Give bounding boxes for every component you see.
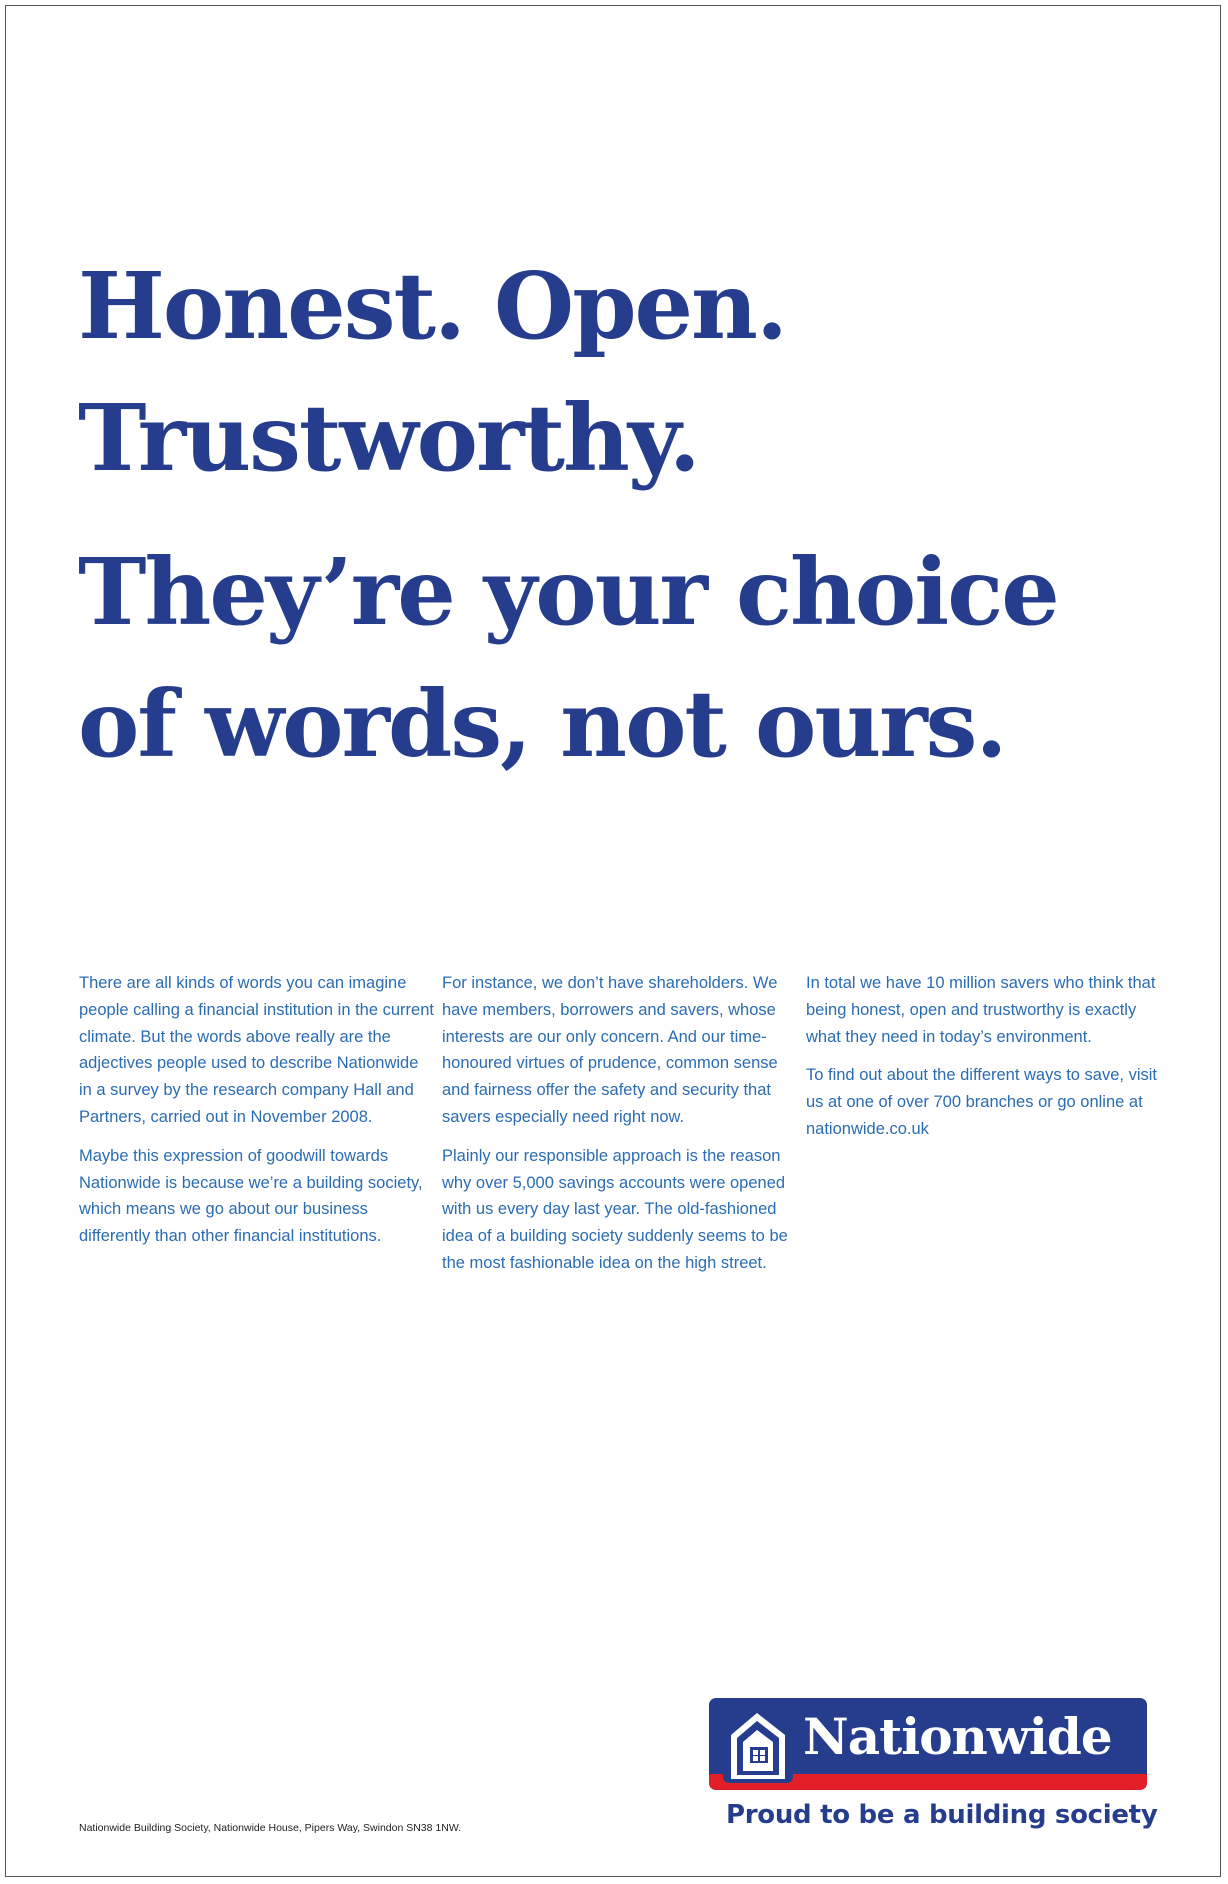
headline-gap (78, 504, 1178, 526)
logo-wordmark: Nationwide (803, 1707, 1112, 1766)
body-paragraph: Maybe this expression of goodwill towards Nationwide is because we’re a building society, which means we go about our business differently than other financial institutions. (79, 1146, 423, 1246)
body-paragraph: In total we have 10 million savers who think that being honest, open and trustworthy is exactly what they need in today’s environment. (806, 974, 1156, 1046)
headline-line-3: They’re your choice (78, 538, 1058, 646)
headline-line-1: Honest. Open. (78, 252, 786, 360)
body-paragraph: There are all kinds of words you can imagine people calling a financial institution in the current climate. But the words above really are the adjectives people used to describe Nationwide in a survey by the research company Hall and Partners, carried out in November 2008. (79, 974, 434, 1126)
tagline: Proud to be a building society (726, 1800, 1158, 1830)
nationwide-logo (709, 1698, 1147, 1790)
body-paragraph: For instance, we don’t have shareholders. We have members, borrowers and savers, whose interests are our only concern. And our time-honoured virtues of prudence, common sense and fairness offer the safety and security that savers especially need right now. (442, 974, 778, 1126)
house-icon (723, 1705, 793, 1783)
body-column-1 (79, 970, 434, 1262)
headline-line-2: Trustworthy. (78, 384, 699, 492)
headline (78, 240, 1178, 790)
headline-line-4: of words, not ours. (78, 670, 1006, 778)
body-paragraph: To find out about the different ways to save, visit us at one of over 700 branches or go online at nationwide.co.uk (806, 1066, 1157, 1138)
body-column-3 (806, 970, 1161, 1155)
body-column-2 (442, 970, 797, 1289)
body-copy (79, 970, 1159, 1290)
company-address: Nationwide Building Society, Nationwide House, Pipers Way, Swindon SN38 1NW. (79, 1822, 462, 1834)
body-paragraph: Plainly our responsible approach is the reason why over 5,000 savings accounts were opened with us every day last year. The old-fashioned idea of a building society suddenly seems to be the most fashionable idea on the high street. (442, 1146, 788, 1272)
